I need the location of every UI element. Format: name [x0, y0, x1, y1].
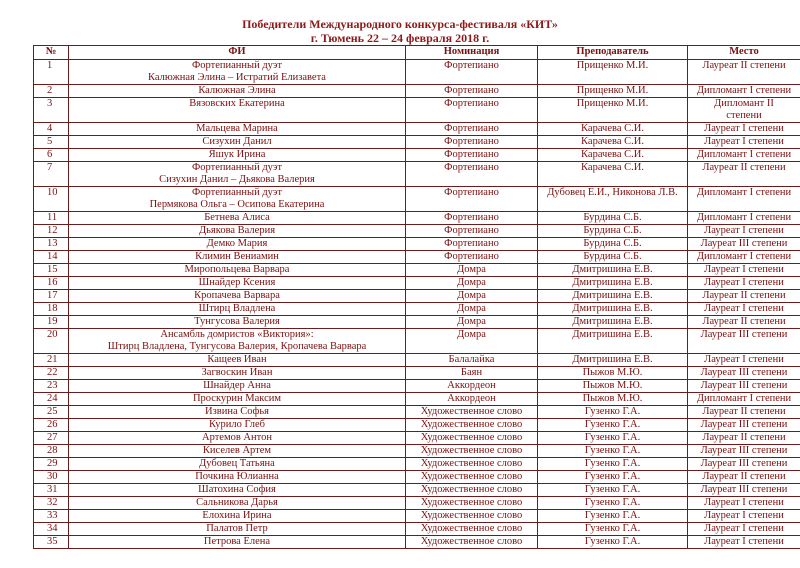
cell-nomination: Аккордеон: [406, 393, 538, 406]
cell-teacher: Пыжов М.Ю.: [538, 393, 688, 406]
cell-nomination: Домра: [406, 290, 538, 303]
cell-place: Лауреат I степени: [688, 510, 800, 523]
cell-name: Ансамбль домристов «Виктория»: Штирц Владлена, Тунгусова Валерия, Кропачева Варвара: [69, 329, 406, 354]
table-row: [34, 458, 800, 471]
cell-name: Мальцева Марина: [69, 123, 406, 136]
table-row: [34, 162, 800, 187]
cell-nomination: Фортепиано: [406, 85, 538, 98]
cell-number: 27: [34, 432, 69, 445]
cell-teacher: Бурдина С.Б.: [538, 251, 688, 264]
cell-number: 5: [34, 136, 69, 149]
cell-teacher: Карачева С.И.: [538, 162, 688, 187]
cell-nomination: Домра: [406, 329, 538, 354]
cell-nomination: Фортепиано: [406, 162, 538, 187]
header-place: Место: [688, 46, 800, 60]
cell-name: Вязовских Екатерина: [69, 98, 406, 123]
table-row: [34, 149, 800, 162]
table-row: [34, 264, 800, 277]
table-row: [34, 238, 800, 251]
cell-nomination: Домра: [406, 316, 538, 329]
cell-place: Дипломант I степени: [688, 251, 800, 264]
table-row: [34, 123, 800, 136]
cell-name: Миропольцева Варвара: [69, 264, 406, 277]
cell-teacher: Гузенко Г.А.: [538, 497, 688, 510]
cell-nomination: Художественное слово: [406, 406, 538, 419]
cell-place: Лауреат I степени: [688, 354, 800, 367]
cell-nomination: Фортепиано: [406, 98, 538, 123]
cell-place: Лауреат I степени: [688, 277, 800, 290]
table-row: [34, 60, 800, 85]
cell-teacher: Гузенко Г.А.: [538, 445, 688, 458]
cell-place: Лауреат II степени: [688, 60, 800, 85]
cell-number: 7: [34, 162, 69, 187]
cell-teacher: Бурдина С.Б.: [538, 225, 688, 238]
cell-place: Дипломант I степени: [688, 187, 800, 212]
table-row: [34, 510, 800, 523]
table-row: [34, 419, 800, 432]
cell-number: 4: [34, 123, 69, 136]
cell-number: 16: [34, 277, 69, 290]
table-row: [34, 432, 800, 445]
cell-nomination: Фортепиано: [406, 225, 538, 238]
cell-place: Лауреат III степени: [688, 238, 800, 251]
cell-place: Лауреат III степени: [688, 367, 800, 380]
table-row: [34, 380, 800, 393]
cell-number: 1: [34, 60, 69, 85]
cell-place: Лауреат III степени: [688, 484, 800, 497]
cell-nomination: Фортепиано: [406, 212, 538, 225]
cell-name: Бетнева Алиса: [69, 212, 406, 225]
cell-place: Дипломант I степени: [688, 149, 800, 162]
cell-name: Киселев Артем: [69, 445, 406, 458]
cell-teacher: Гузенко Г.А.: [538, 484, 688, 497]
cell-teacher: Дмитришина Е.В.: [538, 354, 688, 367]
cell-teacher: Гузенко Г.А.: [538, 432, 688, 445]
cell-nomination: Художественное слово: [406, 432, 538, 445]
cell-name: Кащеев Иван: [69, 354, 406, 367]
table-row: [34, 277, 800, 290]
table-row: [34, 251, 800, 264]
cell-place: Лауреат III степени: [688, 380, 800, 393]
table-row: [34, 329, 800, 354]
cell-name: Загвоскин Иван: [69, 367, 406, 380]
cell-nomination: Фортепиано: [406, 123, 538, 136]
cell-place: Лауреат I степени: [688, 264, 800, 277]
cell-nomination: Художественное слово: [406, 471, 538, 484]
cell-nomination: Художественное слово: [406, 536, 538, 549]
cell-nomination: Художественное слово: [406, 419, 538, 432]
cell-name: Артемов Антон: [69, 432, 406, 445]
cell-nomination: Художественное слово: [406, 484, 538, 497]
cell-place: Лауреат II степени: [688, 162, 800, 187]
cell-nomination: Аккордеон: [406, 380, 538, 393]
cell-name: Яшук Ирина: [69, 149, 406, 162]
cell-nomination: Художественное слово: [406, 497, 538, 510]
cell-teacher: Бурдина С.Б.: [538, 212, 688, 225]
cell-teacher: Гузенко Г.А.: [538, 471, 688, 484]
cell-place: Лауреат I степени: [688, 497, 800, 510]
cell-name: Фортепианный дуэт Сизухин Данил – Дьякова Валерия: [69, 162, 406, 187]
cell-name: Дубовец Татьяна: [69, 458, 406, 471]
cell-number: 33: [34, 510, 69, 523]
cell-name: Шнайдер Ксения: [69, 277, 406, 290]
cell-place: Лауреат I степени: [688, 225, 800, 238]
cell-name: Калюжная Элина: [69, 85, 406, 98]
cell-number: 31: [34, 484, 69, 497]
cell-teacher: Пыжов М.Ю.: [538, 367, 688, 380]
cell-number: 25: [34, 406, 69, 419]
cell-place: Лауреат III степени: [688, 445, 800, 458]
cell-nomination: Домра: [406, 303, 538, 316]
cell-teacher: Пыжов М.Ю.: [538, 380, 688, 393]
cell-name: Петрова Елена: [69, 536, 406, 549]
cell-teacher: Бурдина С.Б.: [538, 238, 688, 251]
cell-name: Тунгусова Валерия: [69, 316, 406, 329]
cell-number: 22: [34, 367, 69, 380]
cell-teacher: Гузенко Г.А.: [538, 458, 688, 471]
table-row: [34, 406, 800, 419]
cell-number: 11: [34, 212, 69, 225]
cell-teacher: Карачева С.И.: [538, 136, 688, 149]
cell-place: Лауреат II степени: [688, 471, 800, 484]
cell-nomination: Фортепиано: [406, 136, 538, 149]
cell-place: Лауреат II степени: [688, 432, 800, 445]
cell-number: 12: [34, 225, 69, 238]
cell-teacher: Прищенко М.И.: [538, 98, 688, 123]
cell-name: Почкина Юлианна: [69, 471, 406, 484]
table-row: [34, 316, 800, 329]
cell-teacher: Дмитришина Е.В.: [538, 303, 688, 316]
cell-nomination: Балалайка: [406, 354, 538, 367]
cell-nomination: Баян: [406, 367, 538, 380]
cell-name: Курило Глеб: [69, 419, 406, 432]
cell-teacher: Гузенко Г.А.: [538, 406, 688, 419]
cell-nomination: Художественное слово: [406, 445, 538, 458]
cell-number: 28: [34, 445, 69, 458]
table-row: [34, 290, 800, 303]
cell-place: Лауреат III степени: [688, 419, 800, 432]
cell-place: Лауреат II степени: [688, 316, 800, 329]
cell-place: Дипломант I степени: [688, 85, 800, 98]
cell-nomination: Художественное слово: [406, 458, 538, 471]
table-row: [34, 225, 800, 238]
table-row: [34, 393, 800, 406]
cell-name: Штирц Владлена: [69, 303, 406, 316]
cell-number: 32: [34, 497, 69, 510]
cell-number: 14: [34, 251, 69, 264]
table-row: [34, 354, 800, 367]
cell-place: Лауреат I степени: [688, 303, 800, 316]
cell-number: 17: [34, 290, 69, 303]
cell-number: 10: [34, 187, 69, 212]
cell-name: Кропачева Варвара: [69, 290, 406, 303]
table-row: [34, 98, 800, 123]
cell-number: 3: [34, 98, 69, 123]
cell-place: Лауреат III степени: [688, 329, 800, 354]
cell-nomination: Домра: [406, 277, 538, 290]
cell-place: Лауреат I степени: [688, 123, 800, 136]
cell-name: Елохина Ирина: [69, 510, 406, 523]
table-row: [34, 484, 800, 497]
cell-name: Демко Мария: [69, 238, 406, 251]
table-row: [34, 497, 800, 510]
cell-place: Лауреат II степени: [688, 406, 800, 419]
cell-number: 24: [34, 393, 69, 406]
cell-teacher: Карачева С.И.: [538, 149, 688, 162]
cell-name: Сальникова Дарья: [69, 497, 406, 510]
cell-place: Дипломант I степени: [688, 393, 800, 406]
cell-name: Фортепианный дуэт Калюжная Элина – Истратий Елизавета: [69, 60, 406, 85]
cell-number: 23: [34, 380, 69, 393]
cell-name: Дьякова Валерия: [69, 225, 406, 238]
cell-name: Проскурин Максим: [69, 393, 406, 406]
table-body: [34, 60, 800, 549]
cell-nomination: Фортепиано: [406, 251, 538, 264]
winners-table: [33, 45, 800, 549]
cell-teacher: Дмитришина Е.В.: [538, 277, 688, 290]
table-row: [34, 136, 800, 149]
cell-place: Лауреат II степени: [688, 290, 800, 303]
cell-name: Фортепианный дуэт Пермякова Ольга – Осипова Екатерина: [69, 187, 406, 212]
cell-nomination: Фортепиано: [406, 238, 538, 251]
cell-number: 2: [34, 85, 69, 98]
cell-teacher: Прищенко М.И.: [538, 60, 688, 85]
cell-name: Палатов Петр: [69, 523, 406, 536]
cell-nomination: Домра: [406, 264, 538, 277]
cell-name: Климин Вениамин: [69, 251, 406, 264]
cell-number: 26: [34, 419, 69, 432]
cell-number: 18: [34, 303, 69, 316]
table-row: [34, 367, 800, 380]
cell-place: Лауреат III степени: [688, 458, 800, 471]
table-row: [34, 85, 800, 98]
cell-teacher: Гузенко Г.А.: [538, 510, 688, 523]
cell-nomination: Фортепиано: [406, 187, 538, 212]
cell-number: 34: [34, 523, 69, 536]
cell-teacher: Прищенко М.И.: [538, 85, 688, 98]
table-row: [34, 445, 800, 458]
cell-place: Лауреат I степени: [688, 523, 800, 536]
cell-number: 19: [34, 316, 69, 329]
cell-nomination: Фортепиано: [406, 60, 538, 85]
cell-place: Дипломант I степени: [688, 212, 800, 225]
header-number: №: [34, 46, 69, 60]
cell-number: 6: [34, 149, 69, 162]
document-title: Победители Международного конкурса-фестиваля «КИТ»: [242, 17, 558, 31]
cell-number: 13: [34, 238, 69, 251]
table-row: [34, 303, 800, 316]
cell-teacher: Дмитришина Е.В.: [538, 316, 688, 329]
table-row: [34, 536, 800, 549]
cell-teacher: Дубовец Е.И., Никонова Л.В.: [538, 187, 688, 212]
cell-nomination: Художественное слово: [406, 510, 538, 523]
table-header-row: [34, 46, 800, 60]
document-subtitle: г. Тюмень 22 – 24 февраля 2018 г.: [310, 31, 490, 45]
cell-number: 20: [34, 329, 69, 354]
cell-nomination: Художественное слово: [406, 523, 538, 536]
cell-name: Шнайдер Анна: [69, 380, 406, 393]
header-teacher: Преподаватель: [538, 46, 688, 60]
cell-number: 30: [34, 471, 69, 484]
cell-name: Извина Софья: [69, 406, 406, 419]
cell-place: Дипломант II степени: [688, 98, 800, 123]
cell-number: 21: [34, 354, 69, 367]
table-row: [34, 212, 800, 225]
cell-nomination: Фортепиано: [406, 149, 538, 162]
cell-teacher: Дмитришина Е.В.: [538, 329, 688, 354]
cell-place: Лауреат I степени: [688, 536, 800, 549]
table-row: [34, 471, 800, 484]
cell-number: 15: [34, 264, 69, 277]
header-nomination: Номинация: [406, 46, 538, 60]
table-row: [34, 523, 800, 536]
header-name: ФИ: [69, 46, 406, 60]
cell-teacher: Карачева С.И.: [538, 123, 688, 136]
cell-teacher: Гузенко Г.А.: [538, 523, 688, 536]
cell-name: Шатохина София: [69, 484, 406, 497]
cell-teacher: Гузенко Г.А.: [538, 536, 688, 549]
cell-teacher: Дмитришина Е.В.: [538, 264, 688, 277]
cell-name: Сизухин Данил: [69, 136, 406, 149]
cell-teacher: Гузенко Г.А.: [538, 419, 688, 432]
cell-teacher: Дмитришина Е.В.: [538, 290, 688, 303]
table-row: [34, 187, 800, 212]
cell-number: 29: [34, 458, 69, 471]
cell-place: Лауреат I степени: [688, 136, 800, 149]
cell-number: 35: [34, 536, 69, 549]
